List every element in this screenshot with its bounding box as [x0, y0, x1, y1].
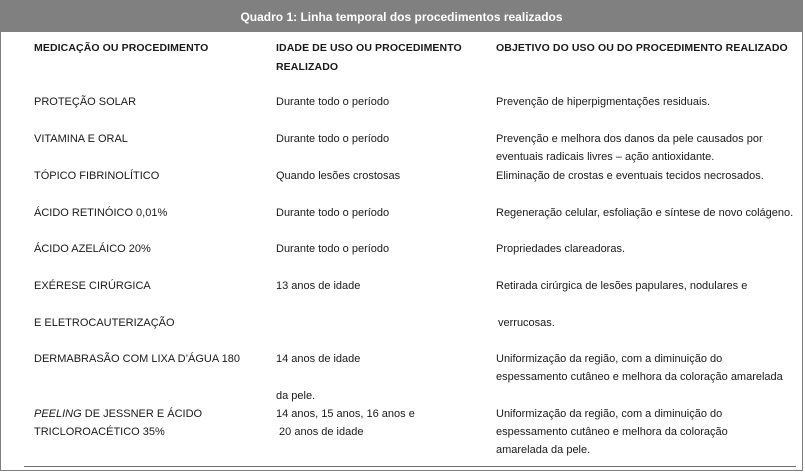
row-1-medication: PROTEÇÃO SOLAR [34, 96, 137, 108]
row-4-objective: Regeneração celular, esfoliação e síntese de novo colágeno. [496, 207, 794, 219]
header-medication: MEDICAÇÃO OU PROCEDIMENTO [34, 42, 209, 54]
row-2-medication: VITAMINA E ORAL [34, 133, 128, 145]
table-bottom-rule [24, 466, 796, 467]
row-2-objective-line1: Prevenção e melhora dos danos da pele causados por [496, 133, 763, 145]
row-3-medication: TÓPICO FIBRINOLÍTICO [34, 170, 160, 182]
row-8-age-continued: da pele. [276, 390, 316, 402]
row-7-objective: verrucosas. [498, 317, 555, 329]
row-7-medication: E ELETROCAUTERIZAÇÃO [34, 317, 175, 329]
row-9-objective-line2: espessamento cutâneo e melhora da coloração [496, 426, 728, 438]
row-5-objective: Propriedades clareadoras. [496, 243, 626, 255]
row-9-medication-rest: DE JESSNER E ÁCIDO [81, 408, 203, 420]
row-8-medication: DERMABRASÃO COM LIXA D’ÁGUA 180 [34, 353, 241, 365]
row-2-age: Durante todo o período [276, 133, 390, 145]
row-1-age: Durante todo o período [276, 96, 390, 108]
row-4-age: Durante todo o período [276, 207, 390, 219]
row-6-age: 13 anos de idade [276, 280, 361, 292]
row-9-age-line2: 20 anos de idade [276, 426, 364, 438]
row-8-objective-line1: Uniformização da região, com a diminuição do [496, 353, 723, 365]
row-9-age-line1: 14 anos, 15 anos, 16 anos e [276, 408, 415, 420]
row-3-objective: Eliminação de crostas e eventuais tecidos necrosados. [496, 170, 764, 182]
row-2-objective-line2: eventuais radicais livres – ação antioxidante. [496, 151, 715, 163]
row-4-medication: ÁCIDO RETINÓICO 0,01% [34, 207, 168, 219]
row-6-medication: EXÉRESE CIRÚRGICA [34, 280, 151, 292]
row-8-objective-line2: espessamento cutâneo e melhora da coloração amarelada [496, 371, 783, 383]
row-3-age: Quando lesões crostosas [276, 170, 401, 182]
table-title: Quadro 1: Linha temporal dos procedimentos realizados [1, 1, 802, 32]
row-1-objective: Prevenção de hiperpigmentações residuais. [496, 96, 711, 108]
row-5-medication: ÁCIDO AZELÁICO 20% [34, 243, 151, 255]
row-6-objective: Retirada cirúrgica de lesões papulares, nodulares e [496, 280, 748, 292]
row-8-age: 14 anos de idade [276, 353, 361, 365]
peeling-italic: PEELING [34, 408, 82, 420]
header-age-line2: REALIZADO [276, 61, 339, 73]
header-objective: OBJETIVO DO USO OU DO PROCEDIMENTO REALIZADO [496, 42, 788, 54]
row-9-objective-line3: amarelada da pele. [496, 444, 591, 456]
row-9-medication-line1 [34, 405, 202, 423]
row-5-age: Durante todo o período [276, 243, 390, 255]
header-age-line1: IDADE DE USO OU PROCEDIMENTO [276, 42, 462, 54]
row-9-objective-line1: Uniformização da região, com a diminuição do [496, 408, 723, 420]
row-9-medication-line2: TRICLOROACÉTICO 35% [34, 426, 165, 438]
